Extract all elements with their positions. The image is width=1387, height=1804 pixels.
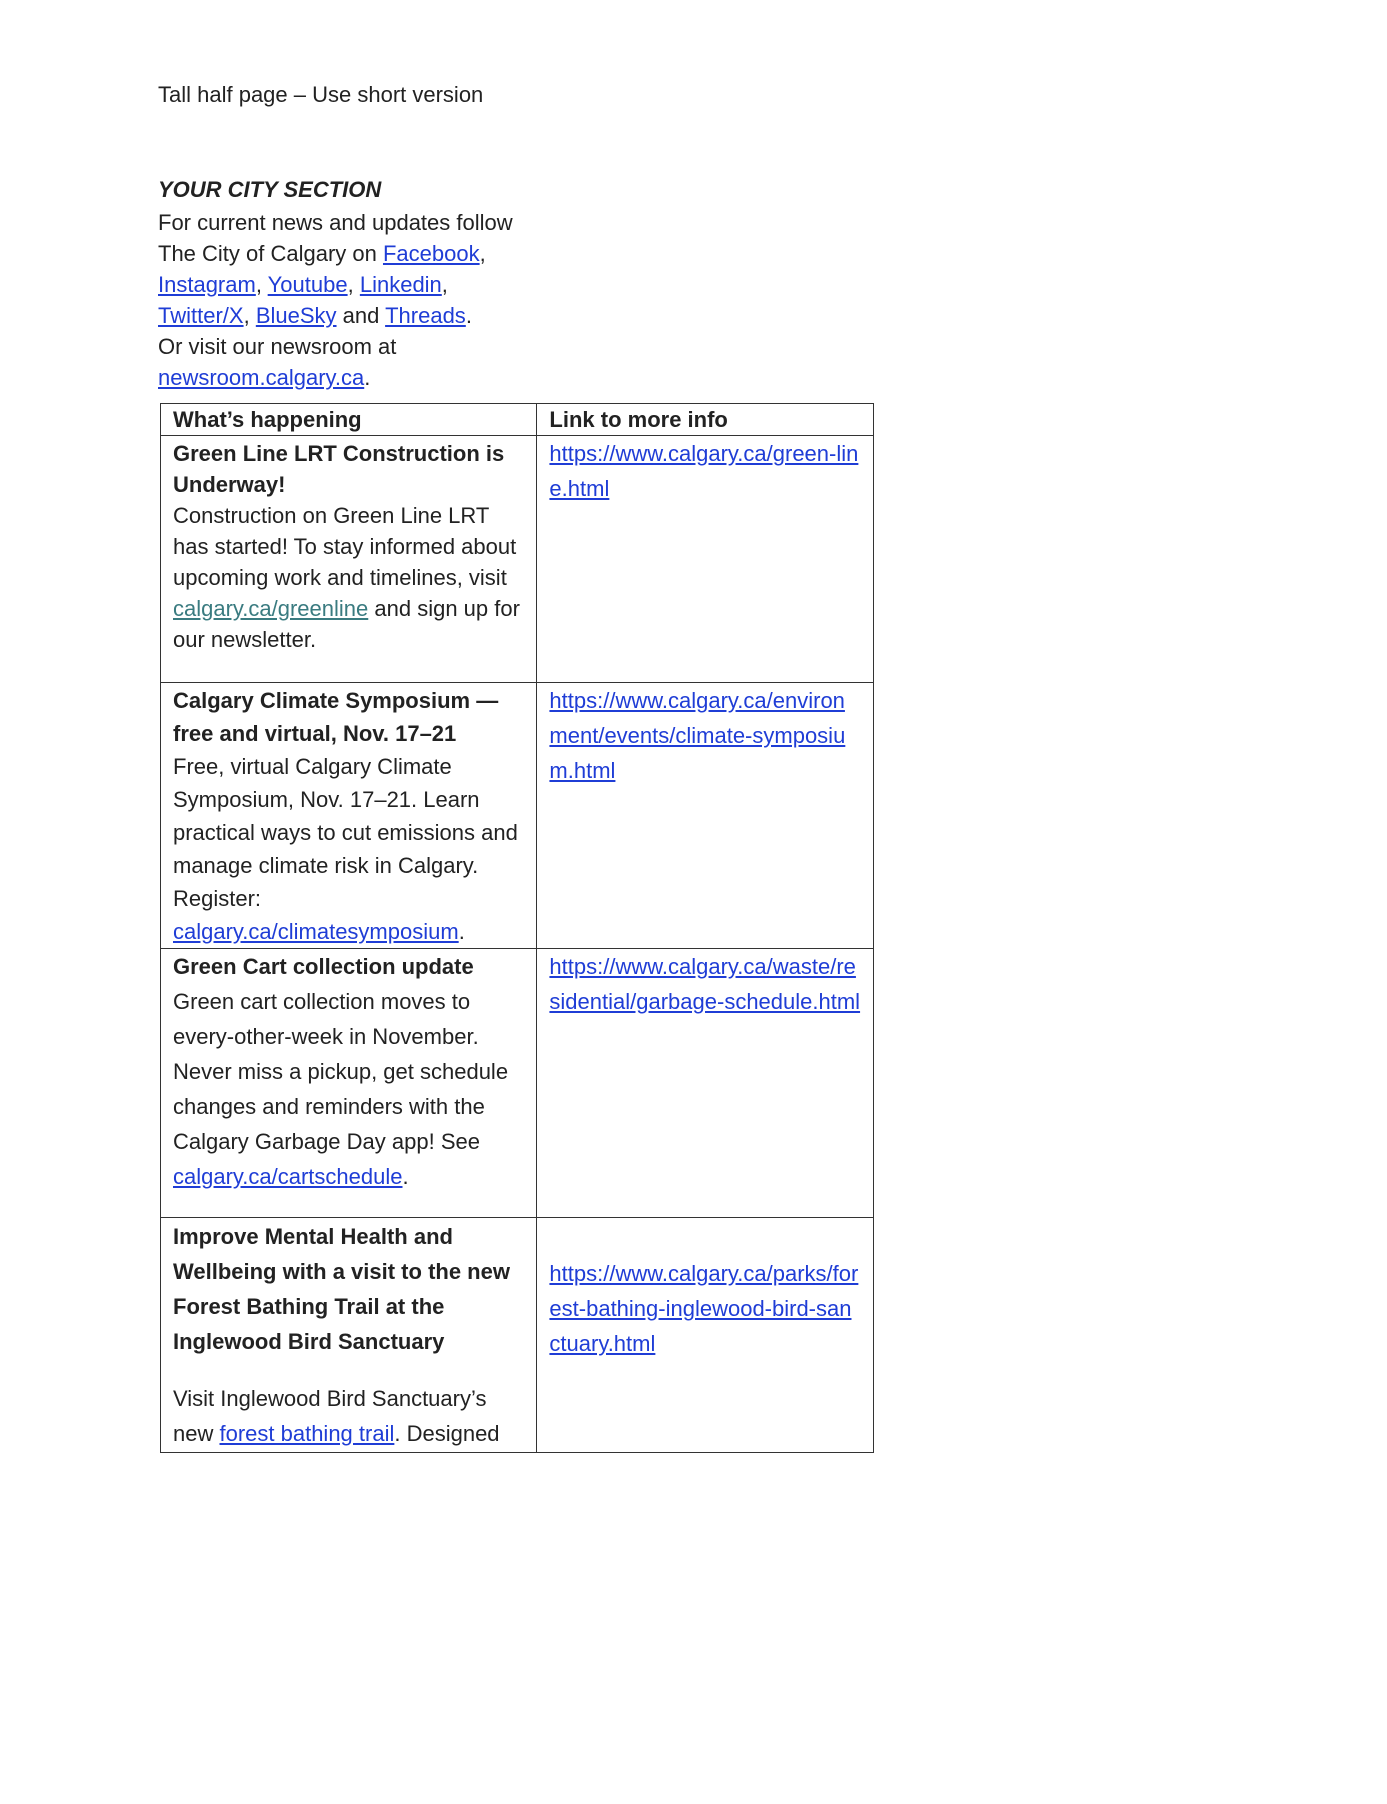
intro-line-5: Or visit our newsroom at (158, 334, 397, 359)
intro-line-4: Twitter/X, BlueSky and Threads. (158, 303, 472, 328)
garbage-schedule-url[interactable]: https://www.calgary.ca/waste/residential/garbage-schedule.html (549, 954, 861, 1014)
row-link-cell (537, 436, 874, 683)
climatesymposium-link[interactable]: calgary.ca/climatesymposium (173, 919, 459, 944)
info-table (160, 403, 874, 1453)
climate-symposium-url[interactable]: https://www.calgary.ca/environment/events/climate-symposium.html (549, 688, 846, 783)
table-row (161, 683, 874, 949)
cartschedule-link[interactable]: calgary.ca/cartschedule (173, 1164, 403, 1189)
row-link-cell (537, 1218, 874, 1453)
spacer (173, 1359, 524, 1381)
bluesky-link[interactable]: BlueSky (255, 303, 337, 328)
section-title: YOUR CITY SECTION (158, 177, 382, 202)
twitter-link[interactable]: Twitter/X (158, 303, 244, 328)
instagram-link[interactable]: Instagram (158, 272, 256, 297)
row-body: Visit Inglewood Bird Sanctuary’s new forest bathing trail. Designed (173, 1386, 500, 1446)
linkedin-link[interactable]: Linkedin (359, 272, 442, 297)
threads-link[interactable]: Threads (385, 303, 466, 328)
facebook-link[interactable]: Facebook (382, 241, 480, 266)
forest-bathing-url[interactable]: https://www.calgary.ca/parks/forest-bathing-inglewood-bird-sanctuary.html (549, 1261, 859, 1356)
row-title: Green Cart collection update (173, 954, 474, 979)
row-link-cell (537, 683, 874, 949)
row-description (161, 683, 537, 949)
intro-text: The City of Calgary on (158, 241, 383, 266)
header-whats-happening: What’s happening (161, 404, 537, 436)
and-text: and (342, 303, 380, 328)
table-row (161, 1218, 874, 1453)
row-title: Improve Mental Health and Wellbeing with a visit to the new Forest Bathing Trail at the Inglewood Bird Sanctuary (173, 1224, 510, 1354)
greenline-link[interactable]: calgary.ca/greenline (173, 596, 369, 621)
row-body: Green cart collection moves to every-other-week in November. Never miss a pickup, get schedule changes and reminders with the Calgary Garbage Day app! See calgary.ca/cartschedule. (173, 989, 509, 1189)
intro-line-6: newsroom.calgary.ca. (158, 365, 371, 390)
row-description (161, 949, 537, 1218)
newsroom-link[interactable]: newsroom.calgary.ca (158, 365, 365, 390)
green-line-url[interactable]: https://www.calgary.ca/green-line.html (549, 441, 859, 501)
row-body: Construction on Green Line LRT has started! To stay informed about upcoming work and timelines, visit calgary.ca/greenline and sign up for our newsletter. (173, 503, 520, 652)
row-link-cell (537, 949, 874, 1218)
youtube-link[interactable]: Youtube (267, 272, 348, 297)
table-row (161, 949, 874, 1218)
intro-line-2: The City of Calgary on Facebook, (158, 241, 486, 266)
row-title: Calgary Climate Symposium — free and virtual, Nov. 17–21 (173, 688, 499, 746)
header-note: Tall half page – Use short version (158, 82, 484, 107)
intro-line-3: Instagram, Youtube, Linkedin, (158, 272, 448, 297)
row-body: Free, virtual Calgary Climate Symposium, Nov. 17–21. Learn practical ways to cut emissions and manage climate risk in Calgary. Register: calgary.ca/climatesymposium. (173, 754, 518, 944)
table-header-row (161, 404, 874, 436)
row-description (161, 1218, 537, 1453)
row-description (161, 436, 537, 683)
intro-line-1: For current news and updates follow (158, 210, 513, 235)
row-title: Green Line LRT Construction is Underway! (173, 441, 505, 497)
header-link-more-info: Link to more info (537, 404, 874, 436)
forest-bathing-trail-link[interactable]: forest bathing trail (219, 1421, 395, 1446)
table-row (161, 436, 874, 683)
